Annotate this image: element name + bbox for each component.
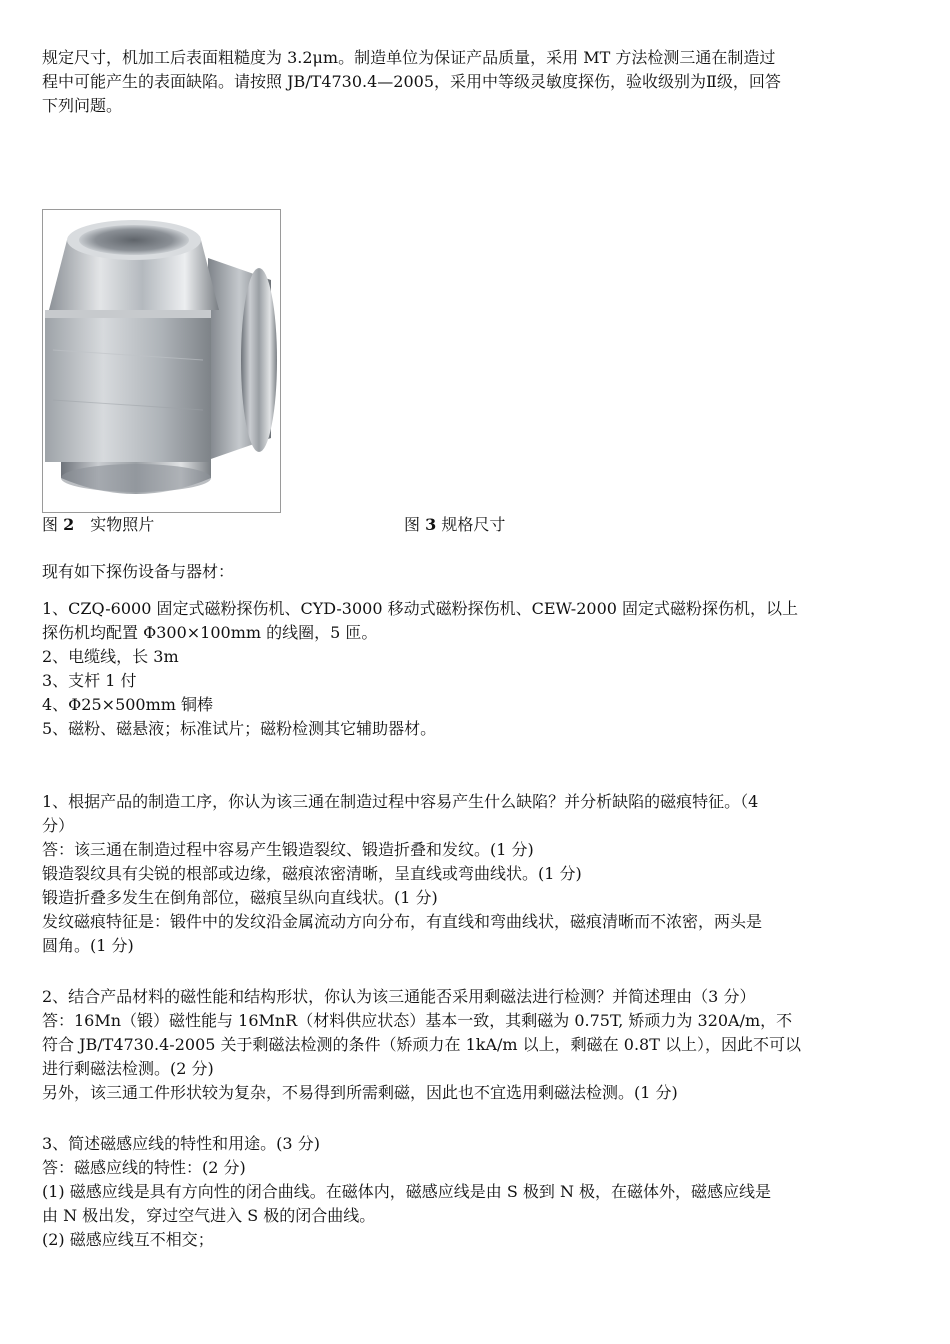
product-photo bbox=[42, 209, 281, 513]
figure-3-number: 3 bbox=[425, 515, 437, 534]
equipment-item-3: 3、支杆 1 付 bbox=[42, 671, 137, 690]
figure-2-title: 实物照片 bbox=[90, 515, 155, 534]
figure-3-prefix: 图 bbox=[404, 515, 421, 534]
equipment-item-4: 4、Φ25×500mm 铜棒 bbox=[42, 695, 214, 714]
equipment-heading bbox=[42, 560, 908, 584]
intro-line-1: 规定尺寸，机加工后表面粗糙度为 3.2μm。制造单位为保证产品质量，采用 MT 方法检测三通在制造过 bbox=[42, 48, 776, 67]
question-2-answer-1-line-2: 符合 JB/T4730.4-2005 关于剩磁法检测的条件（矫顽力在 1kA/m 以上，剩磁在 0.8T 以上），因此不可以 bbox=[42, 1035, 801, 1054]
question-2-answer-2: 另外，该三通工件形状较为复杂，不易得到所需剩磁，因此也不宜选用剩磁法检测。(1 分) bbox=[42, 1083, 678, 1102]
intro-line-3: 下列问题。 bbox=[42, 96, 123, 115]
figure-2-caption bbox=[42, 513, 154, 537]
question-1-answer-3: 锻造折叠多发生在倒角部位，磁痕呈纵向直线状。(1 分) bbox=[42, 888, 438, 907]
question-2-text: 2、结合产品材料的磁性能和结构形状，你认为该三通能否采用剩磁法进行检测？并简述理由（3 分） bbox=[42, 987, 756, 1006]
figure-3-caption bbox=[404, 513, 505, 537]
question-2-block bbox=[42, 985, 908, 1105]
question-3-point-2: (2) 磁感应线互不相交； bbox=[42, 1230, 214, 1249]
question-1-line-1: 1、根据产品的制造工序，你认为该三通在制造过程中容易产生什么缺陷？并分析缺陷的磁痕特征。（4 bbox=[42, 792, 759, 811]
equipment-item-1-line-1: 1、CZQ-6000 固定式磁粉探伤机、CYD-3000 移动式磁粉探伤机、CEW-2000 固定式磁粉探伤机，以上 bbox=[42, 599, 799, 618]
question-1-answer-1: 答：该三通在制造过程中容易产生锻造裂纹、锻造折叠和发纹。(1 分) bbox=[42, 840, 534, 859]
equipment-item-2: 2、电缆线，长 3m bbox=[42, 647, 179, 666]
tee-fitting-image bbox=[43, 210, 280, 512]
question-1-answer-4-line-1: 发纹磁痕特征是：锻件中的发纹沿金属流动方向分布，有直线和弯曲线状，磁痕清晰而不浓密，两头是 bbox=[42, 912, 763, 931]
question-3-answer-head: 答：磁感应线的特性：(2 分) bbox=[42, 1158, 246, 1177]
equipment-item-5: 5、磁粉、磁悬液；标准试片；磁粉检测其它辅助器材。 bbox=[42, 719, 437, 738]
question-1-line-2: 分） bbox=[42, 816, 75, 835]
question-1-answer-2: 锻造裂纹具有尖锐的根部或边缘，磁痕浓密清晰，呈直线或弯曲线状。(1 分) bbox=[42, 864, 582, 883]
figure-3-title: 规格尺寸 bbox=[441, 515, 506, 534]
question-3-text: 3、简述磁感应线的特性和用途。(3 分) bbox=[42, 1134, 320, 1153]
question-1-answer-4-line-2: 圆角。(1 分) bbox=[42, 936, 134, 955]
question-1-block bbox=[42, 790, 908, 958]
figure-2-prefix: 图 bbox=[42, 515, 59, 534]
question-2-answer-1-line-1: 答：16Mn（锻）磁性能与 16MnR（材料供应状态）基本一致，其剩磁为 0.75T, 矫顽力为 320A/m，不 bbox=[42, 1011, 793, 1030]
question-3-point-1-line-2: 由 N 极出发，穿过空气进入 S 极的闭合曲线。 bbox=[42, 1206, 376, 1225]
question-2-answer-1-line-3: 进行剩磁法检测。(2 分) bbox=[42, 1059, 214, 1078]
intro-line-2: 程中可能产生的表面缺陷。请按照 JB/T4730.4—2005，采用中等级灵敏度探伤，验收级别为Ⅱ级，回答 bbox=[42, 72, 781, 91]
figure-2-number: 2 bbox=[63, 515, 75, 534]
question-3-point-1-line-1: (1) 磁感应线是具有方向性的闭合曲线。在磁体内，磁感应线是由 S 极到 N 极，在磁体外，磁感应线是 bbox=[42, 1182, 772, 1201]
equipment-heading-text: 现有如下探伤设备与器材： bbox=[42, 562, 235, 581]
intro-paragraph bbox=[42, 46, 908, 118]
question-3-block bbox=[42, 1132, 908, 1252]
equipment-item-1-line-2: 探伤机均配置 Φ300×100mm 的线圈，5 匝。 bbox=[42, 623, 378, 642]
equipment-list bbox=[42, 597, 908, 741]
